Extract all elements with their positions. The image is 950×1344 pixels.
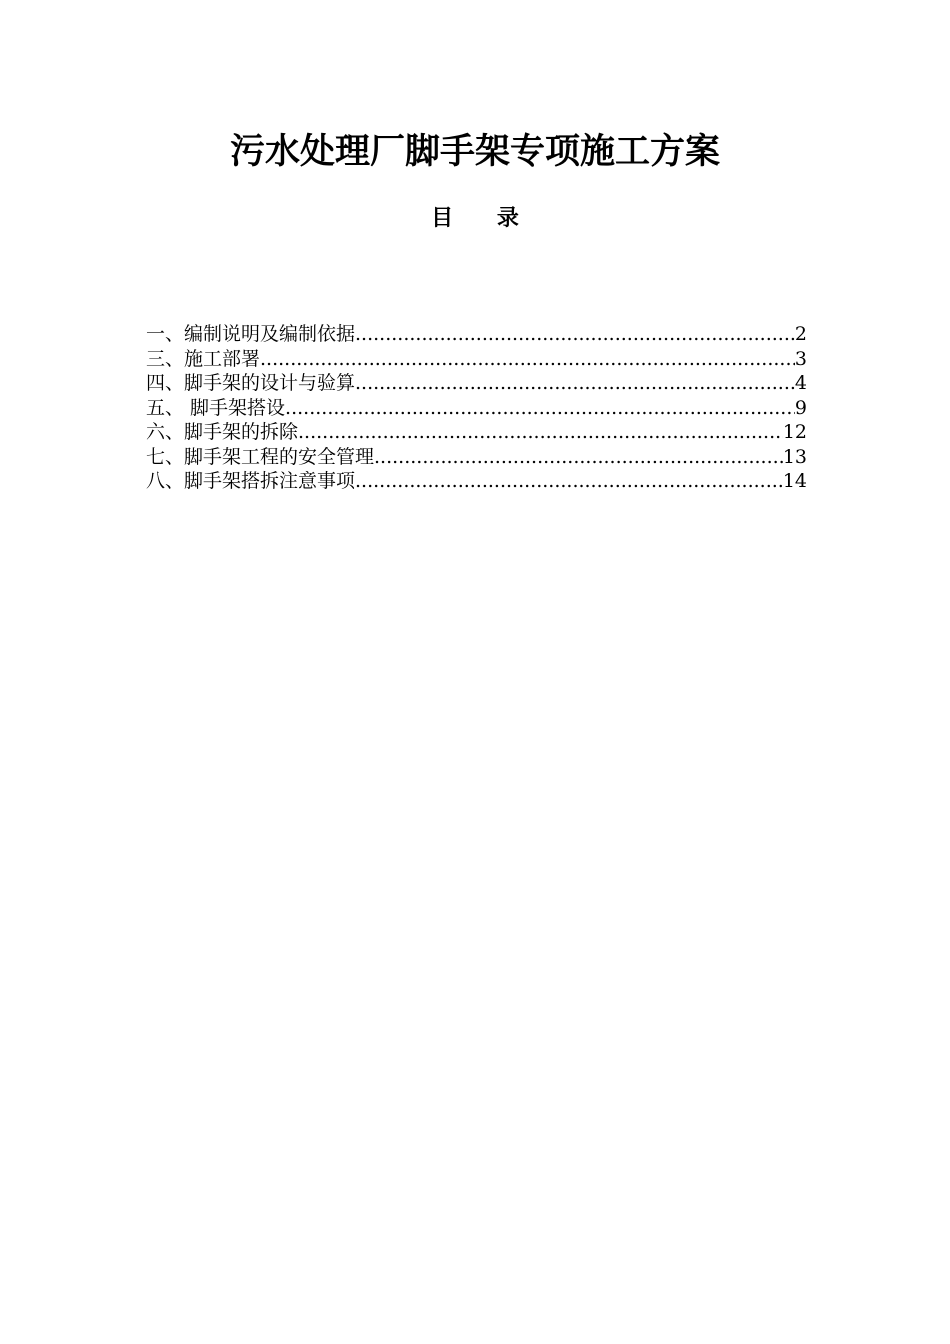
toc-entry-page: 12 xyxy=(782,421,807,443)
toc-dot-leader xyxy=(260,347,795,371)
toc-entry-label: 四、脚手架的设计与验算 xyxy=(146,372,356,394)
toc-dot-leader xyxy=(355,371,795,395)
toc-entry-label: 三、施工部署 xyxy=(146,347,261,370)
toc-entry-label: 五、 脚手架搭设 xyxy=(146,396,286,419)
toc-dot-leader xyxy=(285,396,795,420)
toc-entry[interactable] xyxy=(146,371,807,396)
toc-dot-leader xyxy=(374,445,783,469)
toc-entry-page: 3 xyxy=(794,347,807,370)
toc-entry-label: 一、编制说明及编制依据 xyxy=(146,323,356,345)
document-title: 污水处理厂脚手架专项施工方案 xyxy=(229,131,720,172)
toc-entry-label: 七、脚手架工程的安全管理 xyxy=(146,445,375,468)
table-of-contents xyxy=(146,322,807,494)
toc-entry-page: 14 xyxy=(782,470,807,492)
toc-entry[interactable] xyxy=(146,396,807,421)
toc-entry-label: 八、脚手架搭拆注意事项 xyxy=(146,470,356,492)
toc-entry[interactable] xyxy=(146,347,807,372)
toc-entry-page: 4 xyxy=(794,372,807,394)
toc-entry-page: 9 xyxy=(794,396,807,419)
toc-entry[interactable] xyxy=(146,469,807,494)
toc-dot-leader xyxy=(355,322,795,346)
toc-dot-leader xyxy=(298,420,783,444)
toc-entry-page: 13 xyxy=(782,445,807,468)
toc-entry-page: 2 xyxy=(794,323,807,345)
toc-entry[interactable] xyxy=(146,420,807,445)
toc-entry-label: 六、脚手架的拆除 xyxy=(146,421,299,443)
toc-dot-leader xyxy=(355,469,783,493)
toc-entry[interactable] xyxy=(146,445,807,470)
toc-entry[interactable] xyxy=(146,322,807,347)
toc-heading: 目 录 xyxy=(431,205,537,231)
